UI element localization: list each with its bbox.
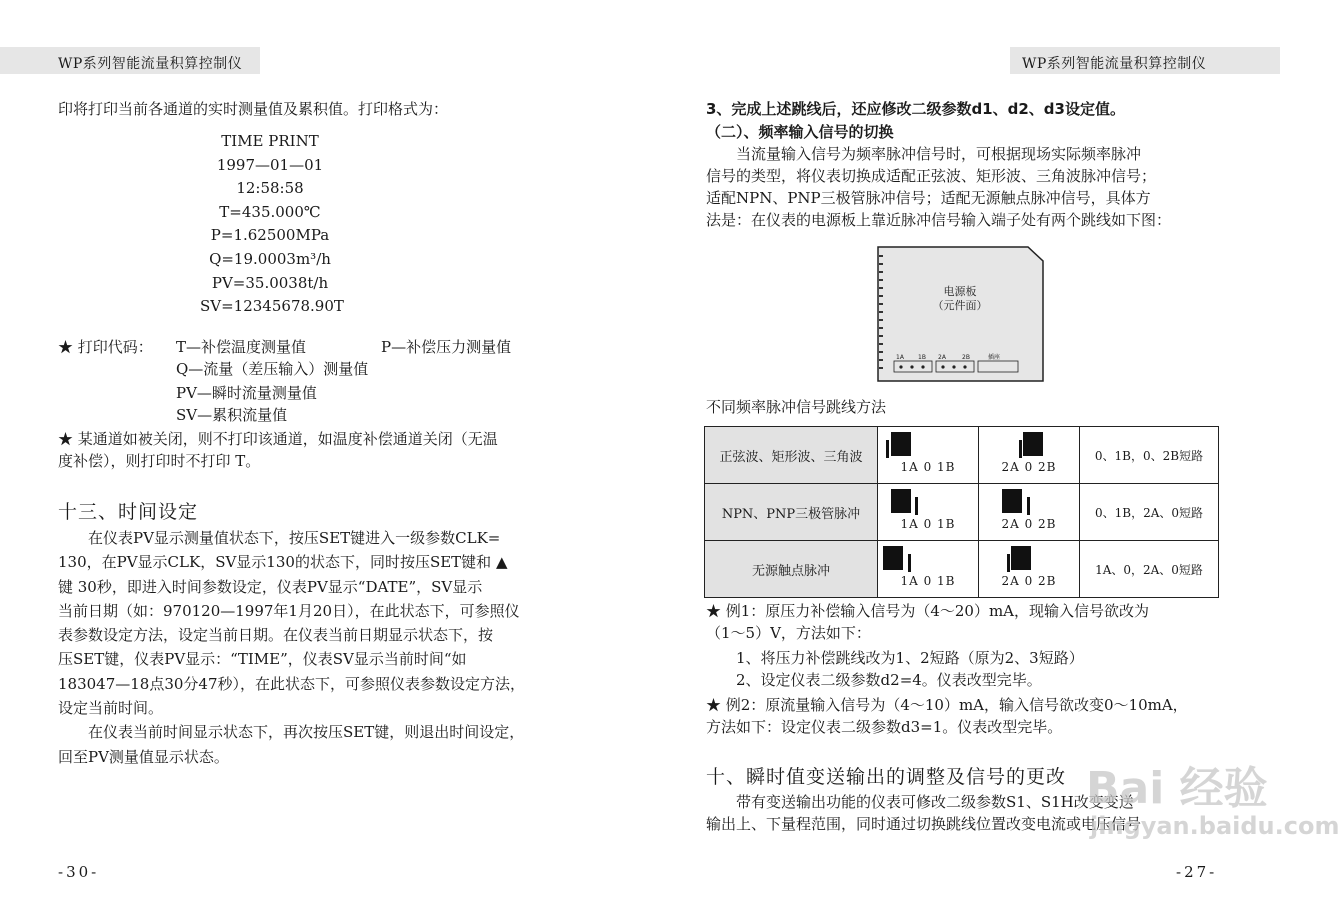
section-time-setting-title: 十三、时间设定 — [58, 501, 199, 523]
printout-line: Q=19.0003m³/h — [209, 249, 331, 268]
board-sublabel: （元件面） — [932, 299, 988, 312]
jumper-cap — [891, 489, 911, 513]
baidu-watermark-url: jingyan.baidu.com — [1090, 812, 1339, 840]
jumper-cap — [883, 546, 903, 570]
jumper-pin — [1027, 497, 1030, 515]
jumper-cap — [1002, 489, 1022, 513]
left-header-bar — [0, 47, 260, 74]
transmit-output-paragraph — [706, 791, 1141, 835]
print-code-q: Q—流量（差压输入）测量值 — [176, 360, 369, 378]
jumper-label: 1A 0 1B — [900, 460, 956, 474]
jumper-pin — [1019, 440, 1022, 458]
pin-label-1a: 1A — [896, 354, 904, 361]
para-line: 回至PV测量值显示状态。 — [58, 747, 229, 766]
para-line: ★ 例1：原压力补偿输入信号为（4～20）mA，现输入信号欲改为 — [706, 602, 1150, 620]
jumper-table — [704, 426, 1219, 598]
step3-text: 3、完成上述跳线后，还应修改二级参数d1、d2、d3设定值。 — [706, 100, 1125, 118]
para-line: 表参数设定方法，设定当前日期。在仪表当前日期显示状态下，按 — [58, 626, 494, 645]
para-line: 设定当前时间。 — [58, 699, 164, 718]
jumper-cap — [891, 432, 911, 456]
printout-line: PV=35.0038t/h — [211, 273, 329, 292]
printout-line: SV=12345678.90T — [200, 297, 344, 316]
print-code-t: T—补偿温度测量值 — [176, 338, 307, 356]
para-line: 键 30秒，即进入时间参数设定，仪表PV显示“DATE”，SV显示 — [58, 577, 483, 596]
table-row — [705, 427, 1219, 484]
para-line: 信号的类型，将仪表切换成适配正弦波、矩形波、三角波脉冲信号； — [706, 167, 1157, 185]
jumper2-cell — [979, 427, 1080, 484]
para-line: （1～5）V，方法如下： — [706, 624, 871, 642]
jumper-label: 1A 0 1B — [900, 574, 956, 588]
left-header-title: WP系列智能流量积算控制仪 — [58, 56, 243, 72]
note-line: 度补偿），则打印时不打印 T。 — [58, 452, 261, 470]
jumper2-cell — [979, 484, 1080, 541]
printout-line: T=435.000℃ — [219, 202, 321, 221]
right-header-bar — [1010, 47, 1280, 74]
para-line: 183047—18点30分47秒），在此状态下，可参照仪表参数设定方法， — [58, 674, 526, 693]
jumper1-cell — [878, 484, 979, 541]
para-line: 适配NPN、PNP三极管脉冲信号；适配无源触点脉冲信号，具体方 — [706, 189, 1151, 207]
jumper2-cell — [979, 541, 1080, 598]
signal-type-cell: NPN、PNP三极管脉冲 — [705, 484, 878, 541]
printout-line: 1997—01—01 — [216, 155, 324, 174]
note-line: ★ 某通道如被关闭，则不打印该通道，如温度补偿通道关闭（无温 — [58, 430, 498, 448]
para-line: 方法如下：设定仪表二级参数d3=1。仪表改型完毕。 — [706, 718, 1063, 736]
short-state-cell: 0、1B，0、2B短路 — [1080, 427, 1219, 484]
para-line: 压SET键，仪表PV显示：“TIME”，仪表SV显示当前时间“如 — [58, 650, 467, 669]
frequency-paragraph — [706, 143, 1171, 231]
jumper-label: 2A 0 2B — [1001, 460, 1057, 474]
printout-block — [200, 130, 344, 319]
jumper1-cell — [878, 427, 979, 484]
jumper-cap — [1011, 546, 1031, 570]
print-code-p: P—补偿压力测量值 — [381, 338, 512, 356]
para-line: 2、设定仪表二级参数d2=4。仪表改型完毕。 — [736, 671, 1042, 689]
jumper-table-title: 不同频率脉冲信号跳线方法 — [706, 398, 887, 416]
pin-label-1b: 1B — [918, 354, 926, 361]
table-row — [705, 484, 1219, 541]
para-line: 在仪表当前时间显示状态下，再次按压SET键，则退出时间设定， — [58, 723, 525, 742]
short-state-cell: 1A、0，2A、0短路 — [1080, 541, 1219, 598]
para-line: 法是：在仪表的电源板上靠近脉冲信号输入端子处有两个跳线如下图： — [706, 211, 1172, 229]
printout-line: 12:58:58 — [236, 179, 304, 198]
printout-line: P=1.62500MPa — [210, 226, 330, 245]
pin-label-2b: 2B — [962, 354, 970, 361]
jumper-label: 2A 0 2B — [1001, 574, 1057, 588]
jumper-label: 1A 0 1B — [900, 517, 956, 531]
jumper-pin — [915, 497, 918, 515]
para-line: 输出上、下量程范围，同时通过切换跳线位置改变电流或电压信号 — [706, 815, 1142, 833]
jumper-cap — [1023, 432, 1043, 456]
jumper-pin — [886, 440, 889, 458]
right-page-number: -27- — [1176, 863, 1218, 881]
table-row — [705, 541, 1219, 598]
board-label: 电源板 — [943, 285, 977, 298]
example2 — [706, 694, 1188, 738]
jumper1-cell — [878, 541, 979, 598]
print-codes-title: ★ 打印代码： — [58, 338, 153, 356]
printout-line: TIME PRINT — [221, 132, 319, 150]
example1 — [706, 600, 1149, 644]
section-transmit-output-title: 十、瞬时值变送输出的调整及信号的更改 — [706, 766, 1067, 788]
time-setting-paragraph — [58, 526, 525, 769]
print-code-sv: SV—累积流量值 — [176, 406, 288, 424]
print-code-pv: PV—瞬时流量测量值 — [176, 384, 317, 402]
socket-label: 插座 — [988, 354, 1001, 361]
para-line: 130，在PV显示CLK，SV显示130的状态下，同时按压SET键和 ▲ — [58, 553, 508, 572]
para-line: 带有变送输出功能的仪表可修改二级参数S1、S1H改变变送 — [706, 793, 1134, 811]
para-line: 在仪表PV显示测量值状态下，按压SET键进入一级参数CLK= — [58, 529, 501, 547]
example1-steps — [736, 647, 1084, 691]
power-board-diagram — [878, 247, 1043, 381]
right-header-title: WP系列智能流量积算控制仪 — [1022, 56, 1207, 72]
jumper-pin — [908, 554, 911, 572]
left-intro: 印将打印当前各通道的实时测量值及累积值。打印格式为： — [58, 100, 449, 118]
board-edge-pins — [879, 255, 883, 369]
short-state-cell: 0、1B，2A、0短路 — [1080, 484, 1219, 541]
signal-type-cell: 正弦波、矩形波、三角波 — [705, 427, 878, 484]
frequency-subsection-title: （二）、频率输入信号的切换 — [706, 123, 894, 141]
para-line: 1、将压力补偿跳线改为1、2短路（原为2、3短路） — [736, 649, 1084, 667]
para-line: ★ 例2：原流量输入信号为（4～10）mA，输入信号欲改变0～10mA， — [706, 696, 1188, 714]
left-page-number: -30- — [58, 863, 100, 881]
baidu-watermark-logo: Bai 经验 — [1086, 763, 1268, 814]
jumper-pin — [1007, 554, 1010, 572]
para-line: 当前日期（如：970120—1997年1月20日），在此状态下，可参照仪 — [58, 601, 520, 620]
pin-label-2a: 2A — [938, 354, 946, 361]
jumper-label: 2A 0 2B — [1001, 517, 1057, 531]
para-line: 当流量输入信号为频率脉冲信号时，可根据现场实际频率脉冲 — [706, 145, 1142, 163]
signal-type-cell: 无源触点脉冲 — [705, 541, 878, 598]
